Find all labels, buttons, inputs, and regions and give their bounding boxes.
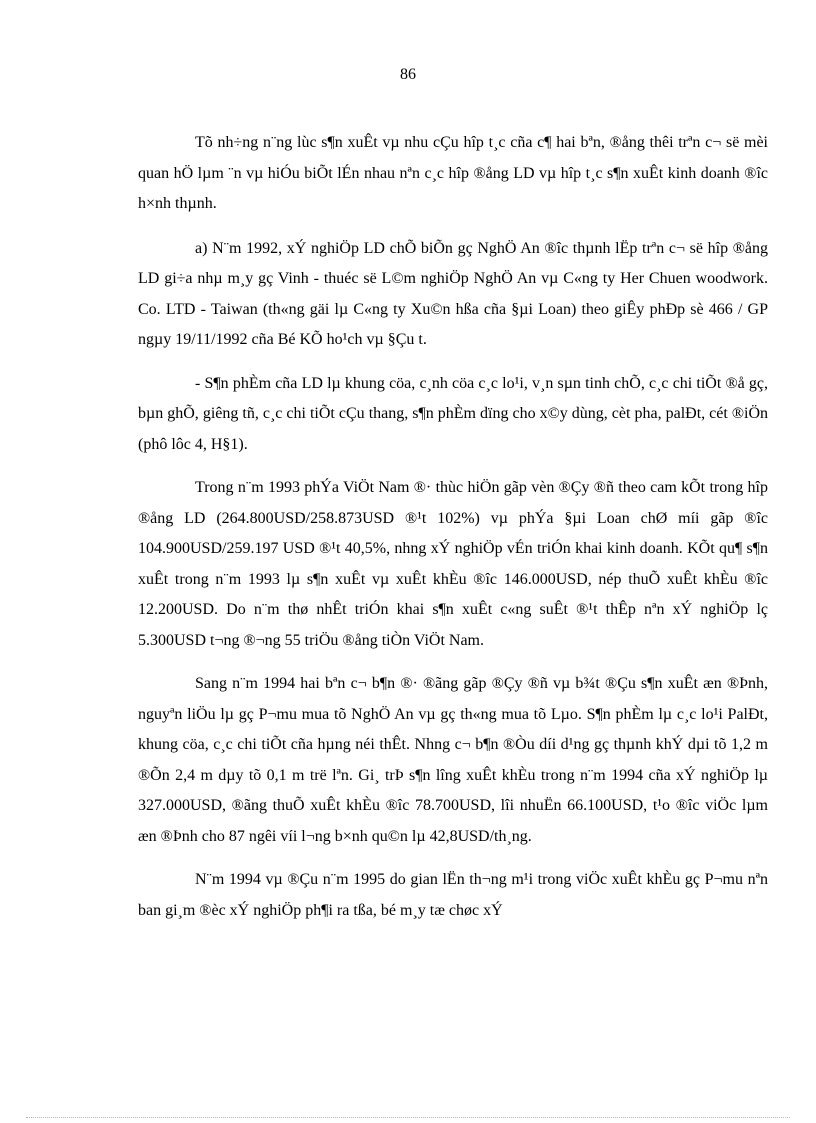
page-bottom-divider <box>26 1117 790 1118</box>
paragraph: a) N¨m 1992, xÝ nghiÖp LD chÕ biÕn gç NghÖ An ®îc thµnh lËp trªn c¬ së hîp ®ång LD gi÷a nhµ m¸y gç Vinh - thuéc së L©m nghiÖp NghÖ An vµ C«ng ty Her Chuen woodwork. Co. LTD - Taiwan (th«ng gäi lµ C«ng ty Xu©n hßa cña §µi Loan) theo giÊy phÐp sè 466 / GP ngµy 19/11/1992 cña Bé KÕ ho¹ch vµ §Çu t. <box>138 239 768 348</box>
document-body <box>138 128 768 939</box>
page-number: 86 <box>400 66 416 83</box>
paragraph: Sang n¨m 1994 hai bªn c¬ b¶n ®· ®ãng gãp ®Çy ®ñ vµ b¾t ®Çu s¶n xuÊt æn ®Þnh, nguyªn liÖu lµ gç P¬mu mua tõ NghÖ An vµ gç th«ng mua tõ Lµo. S¶n phÈm lµ c¸c lo¹i PalÐt, khung cöa, c¸c chi tiÕt cña hµng néi thÊt. Nhng c¬ b¶n ®Òu díi d¹ng gç thµnh khÝ dµi tõ 1,2 m ®Õn 2,4 m dµy tõ 0,1 m trë lªn. Gi¸ trÞ s¶n lîng xuÊt khÈu trong n¨m 1994 cña xÝ nghiÖp lµ 327.000USD, ®ãng thuÕ xuÊt khÈu ®îc 78.700USD, lîi nhuËn 66.100USD, t¹o ®îc viÖc lµm æn ®Þnh cho 87 ngêi víi l¬ng b×nh qu©n lµ 42,8USD/th¸ng. <box>138 675 768 845</box>
paragraph: Tõ nh÷ng n¨ng lùc s¶n xuÊt vµ nhu cÇu hîp t¸c cña c¶ hai bªn, ®ång thêi trªn c¬ së mèi quan hÖ lµm ¨n vµ hiÓu biÕt lÉn nhau nªn c¸c hîp ®ång LD vµ hîp t¸c s¶n xuÊt kinh doanh ®îc h×nh thµnh. <box>138 134 768 212</box>
paragraph: - S¶n phÈm cña LD lµ khung cöa, c¸nh cöa c¸c lo¹i, v¸n sµn tinh chÕ, c¸c chi tiÕt ®å gç, bµn ghÕ, giêng tñ, c¸c chi tiÕt cÇu thang, s¶n phÈm dïng cho x©y dùng, cèt pha, palÐt, cét ®iÖn (phô lôc 4, H§1). <box>138 374 768 453</box>
paragraph: N¨m 1994 vµ ®Çu n¨m 1995 do gian lËn th¬ng m¹i trong viÖc xuÊt khÈu gç P¬mu nªn ban gi¸m ®èc xÝ nghiÖp ph¶i ra tßa, bé m¸y tæ chøc xÝ <box>138 871 768 919</box>
paragraph: Trong n¨m 1993 phÝa ViÖt Nam ®· thùc hiÖn gãp vèn ®Çy ®ñ theo cam kÕt trong hîp ®ång LD (264.800USD/258.873USD ®¹t 102%) vµ phÝa §µi Loan chØ míi gãp ®îc 104.900USD/259.197 USD ®¹t 40,5%, nhng xÝ nghiÖp vÉn triÓn khai kinh doanh. KÕt qu¶ s¶n xuÊt trong n¨m 1993 lµ s¶n xuÊt vµ xuÊt khÈu ®îc 146.000USD, nép thuÕ xuÊt khÈu ®îc 12.200USD. Do n¨m thø nhÊt triÓn khai s¶n xuÊt c«ng suÊt ®¹t thÊp nªn xÝ nghiÖp lç 5.300USD t¬ng ®¬ng 55 triÖu ®ång tiÒn ViÖt Nam. <box>138 479 768 649</box>
